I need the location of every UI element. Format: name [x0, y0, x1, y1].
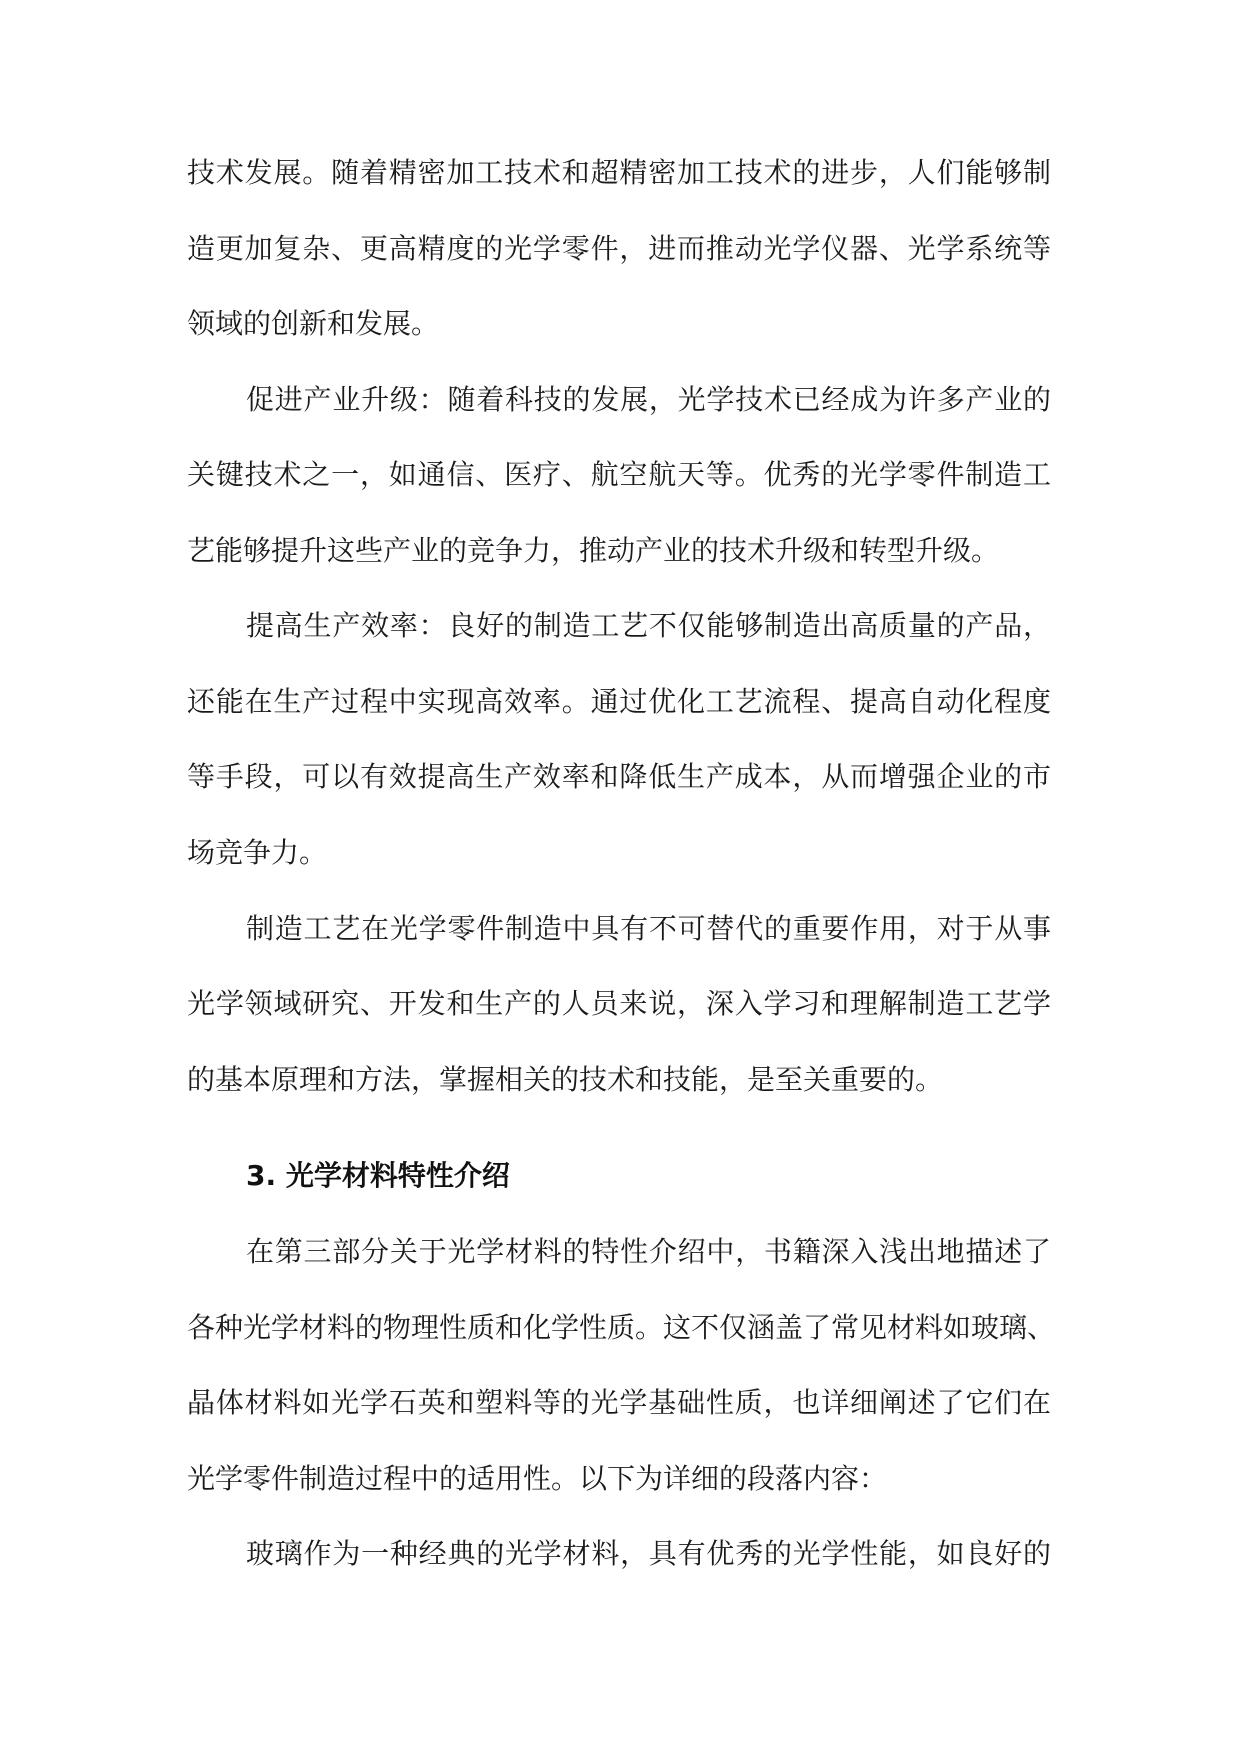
paragraph-5-line-2: 各种光学材料的物理性质和化学性质。这不仅涵盖了常见材料如玻璃、 — [187, 1311, 1056, 1344]
paragraph-3-line-4: 场竞争力。 — [187, 836, 328, 869]
paragraph-1-line-1: 技术发展。随着精密加工技术和超精密加工技术的进步，人们能够制 — [187, 156, 1051, 189]
paragraph-4-line-3: 的基本原理和方法，掌握相关的技术和技能，是至关重要的。 — [187, 1063, 944, 1096]
paragraph-3-line-2: 还能在生产过程中实现高效率。通过优化工艺流程、提高自动化程度 — [187, 685, 1051, 718]
paragraph-5-line-4: 光学零件制造过程中的适用性。以下为详细的段落内容： — [187, 1462, 888, 1495]
paragraph-2-line-2: 关键技术之一，如通信、医疗、航空航天等。优秀的光学零件制造工 — [187, 458, 1051, 491]
paragraph-3-line-3: 等手段，可以有效提高生产效率和降低生产成本，从而增强企业的市 — [187, 760, 1051, 793]
paragraph-3-line-1: 提高生产效率：良好的制造工艺不仅能够制造出高质量的产品， — [246, 609, 1051, 642]
paragraph-4-line-1: 制造工艺在光学零件制造中具有不可替代的重要作用，对于从事 — [246, 912, 1051, 945]
paragraph-6-line-1: 玻璃作为一种经典的光学材料，具有优秀的光学性能，如良好的 — [246, 1537, 1051, 1570]
paragraph-2-line-1: 促进产业升级：随着科技的发展，光学技术已经成为许多产业的 — [246, 383, 1051, 416]
paragraph-5-line-1: 在第三部分关于光学材料的特性介绍中，书籍深入浅出地描述了 — [246, 1235, 1051, 1268]
paragraph-2-line-3: 艺能够提升这些产业的竞争力，推动产业的技术升级和转型升级。 — [187, 534, 1000, 567]
paragraph-1-line-3: 领域的创新和发展。 — [187, 307, 440, 340]
paragraph-5-line-3: 晶体材料如光学石英和塑料等的光学基础性质，也详细阐述了它们在 — [187, 1386, 1051, 1419]
paragraph-4-line-2: 光学领域研究、开发和生产的人员来说，深入学习和理解制造工艺学 — [187, 987, 1051, 1020]
paragraph-1-line-2: 造更加复杂、更高精度的光学零件，进而推动光学仪器、光学系统等 — [187, 232, 1051, 265]
section-heading: 3. 光学材料特性介绍 — [246, 1159, 510, 1192]
